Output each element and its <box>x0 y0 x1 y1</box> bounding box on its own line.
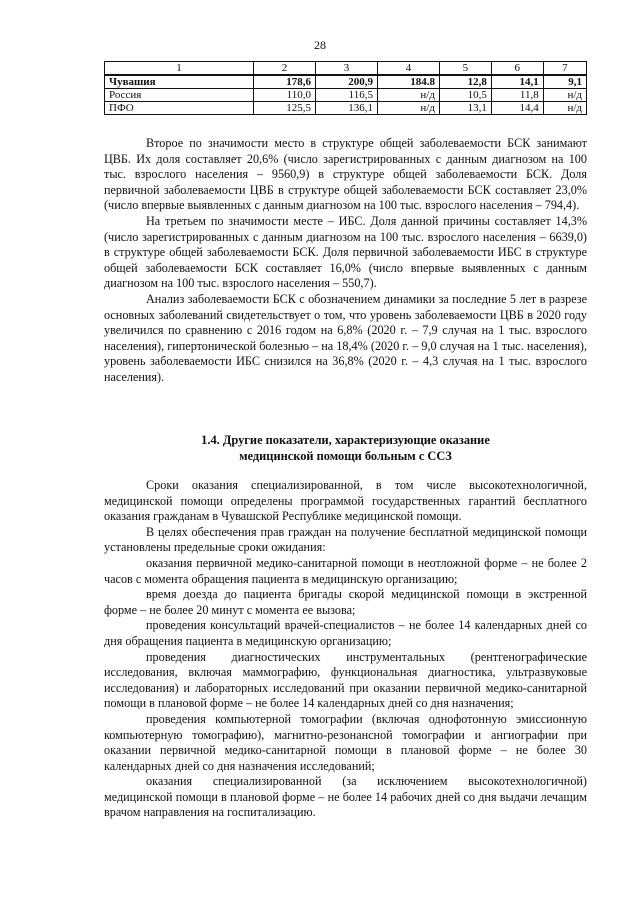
table-cell: 200,9 <box>315 75 377 89</box>
statistics-table <box>104 61 587 115</box>
table-row <box>105 75 587 89</box>
table-cell: 14,1 <box>491 75 543 89</box>
list-item-urgent-care: оказания первичной медико-санитарной помощи в неотложной форме – не более 2 часов с момента обращения пациента в медицинскую организацию; <box>104 555 587 586</box>
table-row <box>105 102 587 115</box>
list-item-ambulance-arrival: время доезда до пациента бригады скорой медицинской помощи в экстренной форме – не более 20 минут с момента ее вызова; <box>104 587 587 617</box>
table-header-cell: 3 <box>315 62 377 76</box>
paragraph-waiting-limits: В целях обеспечения прав граждан на получение бесплатной медицинской помощи установлены предельные сроки ожидания: <box>104 524 587 555</box>
list-item-specialist-consultation: проведения консультаций врачей-специалистов – не более 14 календарных дней со дня обращения пациента в медицинскую организацию; <box>104 618 587 648</box>
body-text-bottom <box>104 478 587 821</box>
list-item-tomography: проведения компьютерной томографии (включая однофотонную эмиссионную компьютерную томографию), магнитно-резонансной томографии и ангиографии при оказании первичной медико-санитарной помощи в плановой форме – не более 30 календарных дней со дня назначения исследований; <box>104 711 587 773</box>
page-number: 28 <box>314 38 326 52</box>
table-header-cell: 5 <box>439 62 491 76</box>
table-cell: 136,1 <box>315 102 377 115</box>
table-header-cell: 6 <box>491 62 543 76</box>
table-header-cell: 1 <box>105 62 254 76</box>
table-cell: 184.8 <box>377 75 439 89</box>
section-heading <box>104 433 587 464</box>
table-header-cell: 2 <box>254 62 316 76</box>
table-header-cell: 7 <box>543 62 586 76</box>
table-cell: 178,6 <box>254 75 316 89</box>
table-cell: н/д <box>543 102 586 115</box>
paragraph-cvb-share: Второе по значимости место в структуре общей заболеваемости БСК занимают ЦВБ. Их доля составляет 20,6% (число зарегистрированных с данным диагнозом на 100 тыс. взрослого населения – 9560,9) в структуре общей заболеваемости БСК. Доля первичной заболеваемости ЦВБ в структуре общей заболеваемости БСК составляет 23,0% (число впервые выявленных с данным диагнозом на 100 тыс. взрослого населения – 794,4). <box>104 136 587 213</box>
body-text-top <box>104 136 587 386</box>
table-cell: 9,1 <box>543 75 586 89</box>
paragraph-dynamics: Анализ заболеваемости БСК с обозначением динамики за последние 5 лет в разрезе основных заболеваний свидетельствует о том, что уровень заболеваемости ЦВБ в 2020 году увеличился по сравнению с 2016 годом на 6,8% (2020 г. – 7,9 случая на 1 тыс. взрослого населения), гипертонической болезнью – на 18,4% (2020 г. – 9,0 случая на 1 тыс. населения), уровень заболеваемости ИБС снизился на 36,8% (2020 г. – 4,3 случая на 1 тыс. взрослого населения). <box>104 291 587 384</box>
section-heading-line-1: 1.4. Другие показатели, характеризующие оказание <box>201 433 490 447</box>
table-cell: н/д <box>377 89 439 102</box>
table-header-row <box>105 62 587 76</box>
table-cell-region: Чувашия <box>105 75 254 89</box>
list-item-diagnostic-tests: проведения диагностических инструментальных (рентгенографические исследования, включая маммографию, функциональная диагностика, ультразвуковые исследования) и лабораторных исследований при оказании первичной медико-санитарной помощи в плановой форме – не более 14 календарных дней со дня назначения; <box>104 649 587 711</box>
section-heading-line-2: медицинской помощи больным с ССЗ <box>239 448 452 463</box>
table-cell: 116,5 <box>315 89 377 102</box>
table-cell-region: Россия <box>105 89 254 102</box>
table-cell: 11,8 <box>491 89 543 102</box>
table-row <box>105 89 587 102</box>
list-item-specialized-care: оказания специализированной (за исключением высокотехнологичной) медицинской помощи в плановой форме – не более 14 рабочих дней со дня выдачи лечащим врачом направления на госпитализацию. <box>104 774 587 820</box>
table-header-cell: 4 <box>377 62 439 76</box>
table-cell-region: ПФО <box>105 102 254 115</box>
table-cell: 12,8 <box>439 75 491 89</box>
table-cell: н/д <box>377 102 439 115</box>
paragraph-care-terms: Сроки оказания специализированной, в том числе высокотехнологичной, медицинской помощи определены программой государственных гарантий бесплатного оказания гражданам в Чувашской Республике медицинской помощи. <box>104 478 587 524</box>
table-cell: 110,0 <box>254 89 316 102</box>
table-cell: 13,1 <box>439 102 491 115</box>
table-cell: 10,5 <box>439 89 491 102</box>
table-cell: 14,4 <box>491 102 543 115</box>
table-cell: н/д <box>543 89 586 102</box>
paragraph-ibs-share: На третьем по значимости месте – ИБС. Доля данной причины составляет 14,3% (число зарегистрированных с данным диагнозом на 100 тыс. взрослого населения – 6639,0) в структуре общей заболеваемости БСК. Доля первичной заболеваемости ИБС в структуре общей заболеваемости БСК составляет 16,0% (число впервые выявленных с данным диагнозом на 100 тыс. взрослого населения – 550,7). <box>104 213 587 291</box>
table-cell: 125,5 <box>254 102 316 115</box>
